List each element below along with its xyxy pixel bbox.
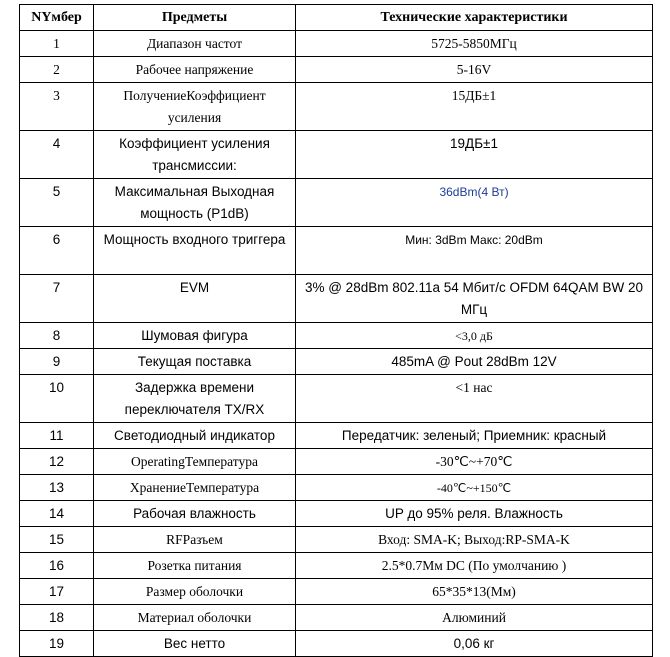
row-number: 6 bbox=[20, 227, 94, 275]
row-item: Материал оболочки bbox=[94, 605, 296, 631]
table-row bbox=[20, 501, 653, 527]
row-item: RFРазъем bbox=[94, 527, 296, 553]
table-row bbox=[20, 83, 653, 131]
row-number: 2 bbox=[20, 57, 94, 83]
row-spec: Мин: 3dBm Макс: 20dBm bbox=[296, 227, 653, 275]
row-item: Шумовая фигура bbox=[94, 323, 296, 349]
row-item: ХранениеТемпература bbox=[94, 475, 296, 501]
table-row bbox=[20, 57, 653, 83]
row-spec: UP до 95% реля. Влажность bbox=[296, 501, 653, 527]
table-row bbox=[20, 31, 653, 57]
header-specs: Технические характеристики bbox=[296, 5, 653, 31]
table-row bbox=[20, 527, 653, 553]
row-spec: Алюминий bbox=[296, 605, 653, 631]
row-spec: -40℃~+150℃ bbox=[296, 475, 653, 501]
row-number: 8 bbox=[20, 323, 94, 349]
table-row bbox=[20, 449, 653, 475]
table-row bbox=[20, 227, 653, 275]
row-number: 1 bbox=[20, 31, 94, 57]
row-spec: 15ДБ±1 bbox=[296, 83, 653, 131]
row-item: Коэффициент усиления трансмиссии: bbox=[94, 131, 296, 179]
row-spec: 0,06 кг bbox=[296, 631, 653, 657]
row-number: 14 bbox=[20, 501, 94, 527]
row-item: Размер оболочки bbox=[94, 579, 296, 605]
header-items: Предметы bbox=[94, 5, 296, 31]
row-spec: <3,0 дБ bbox=[296, 323, 653, 349]
row-spec: 3% @ 28dBm 802.11a 54 Мбит/с OFDM 64QAM BW 20 МГц bbox=[296, 275, 653, 323]
header-number: NYмбер bbox=[20, 5, 94, 31]
row-item: OperatingТемпература bbox=[94, 449, 296, 475]
table-row bbox=[20, 605, 653, 631]
row-item: Рабочая влажность bbox=[94, 501, 296, 527]
row-item: Максимальная Выходная мощность (P1dB) bbox=[94, 179, 296, 227]
row-spec: 485mA @ Pout 28dBm 12V bbox=[296, 349, 653, 375]
table-row bbox=[20, 475, 653, 501]
row-spec: 5725-5850МГц bbox=[296, 31, 653, 57]
table-row bbox=[20, 553, 653, 579]
row-number: 10 bbox=[20, 375, 94, 423]
row-spec: -30℃~+70℃ bbox=[296, 449, 653, 475]
row-item: ПолучениеКоэффициент усиления bbox=[94, 83, 296, 131]
table-row bbox=[20, 275, 653, 323]
row-item: EVM bbox=[94, 275, 296, 323]
header-row bbox=[20, 5, 653, 31]
row-spec: 36dBm(4 Вт) bbox=[296, 179, 653, 227]
table-row bbox=[20, 131, 653, 179]
row-number: 9 bbox=[20, 349, 94, 375]
row-number: 7 bbox=[20, 275, 94, 323]
row-item: Диапазон частот bbox=[94, 31, 296, 57]
row-number: 16 bbox=[20, 553, 94, 579]
row-number: 13 bbox=[20, 475, 94, 501]
row-item: Задержка времени переключателя TX/RX bbox=[94, 375, 296, 423]
table-row bbox=[20, 423, 653, 449]
row-spec: Передатчик: зеленый; Приемник: красный bbox=[296, 423, 653, 449]
table-row bbox=[20, 349, 653, 375]
row-number: 11 bbox=[20, 423, 94, 449]
table-row bbox=[20, 631, 653, 657]
spec-table bbox=[19, 4, 653, 657]
row-item: Светодиодный индикатор bbox=[94, 423, 296, 449]
row-item: Рабочее напряжение bbox=[94, 57, 296, 83]
table-row bbox=[20, 375, 653, 423]
row-number: 17 bbox=[20, 579, 94, 605]
table-row bbox=[20, 579, 653, 605]
row-spec: 2.5*0.7Мм DC (По умолчанию ) bbox=[296, 553, 653, 579]
row-item: Мощность входного триггера bbox=[94, 227, 296, 275]
row-number: 19 bbox=[20, 631, 94, 657]
row-number: 18 bbox=[20, 605, 94, 631]
row-number: 5 bbox=[20, 179, 94, 227]
row-spec: 65*35*13(Мм) bbox=[296, 579, 653, 605]
row-spec: <1 нас bbox=[296, 375, 653, 423]
table-row bbox=[20, 179, 653, 227]
row-spec: 5-16V bbox=[296, 57, 653, 83]
row-item: Вес нетто bbox=[94, 631, 296, 657]
row-number: 4 bbox=[20, 131, 94, 179]
row-item: Розетка питания bbox=[94, 553, 296, 579]
row-item: Текущая поставка bbox=[94, 349, 296, 375]
row-number: 15 bbox=[20, 527, 94, 553]
table-row bbox=[20, 323, 653, 349]
row-spec: 19ДБ±1 bbox=[296, 131, 653, 179]
row-number: 12 bbox=[20, 449, 94, 475]
row-spec: Вход: SMA-K; Выход:RP-SMA-K bbox=[296, 527, 653, 553]
row-number: 3 bbox=[20, 83, 94, 131]
